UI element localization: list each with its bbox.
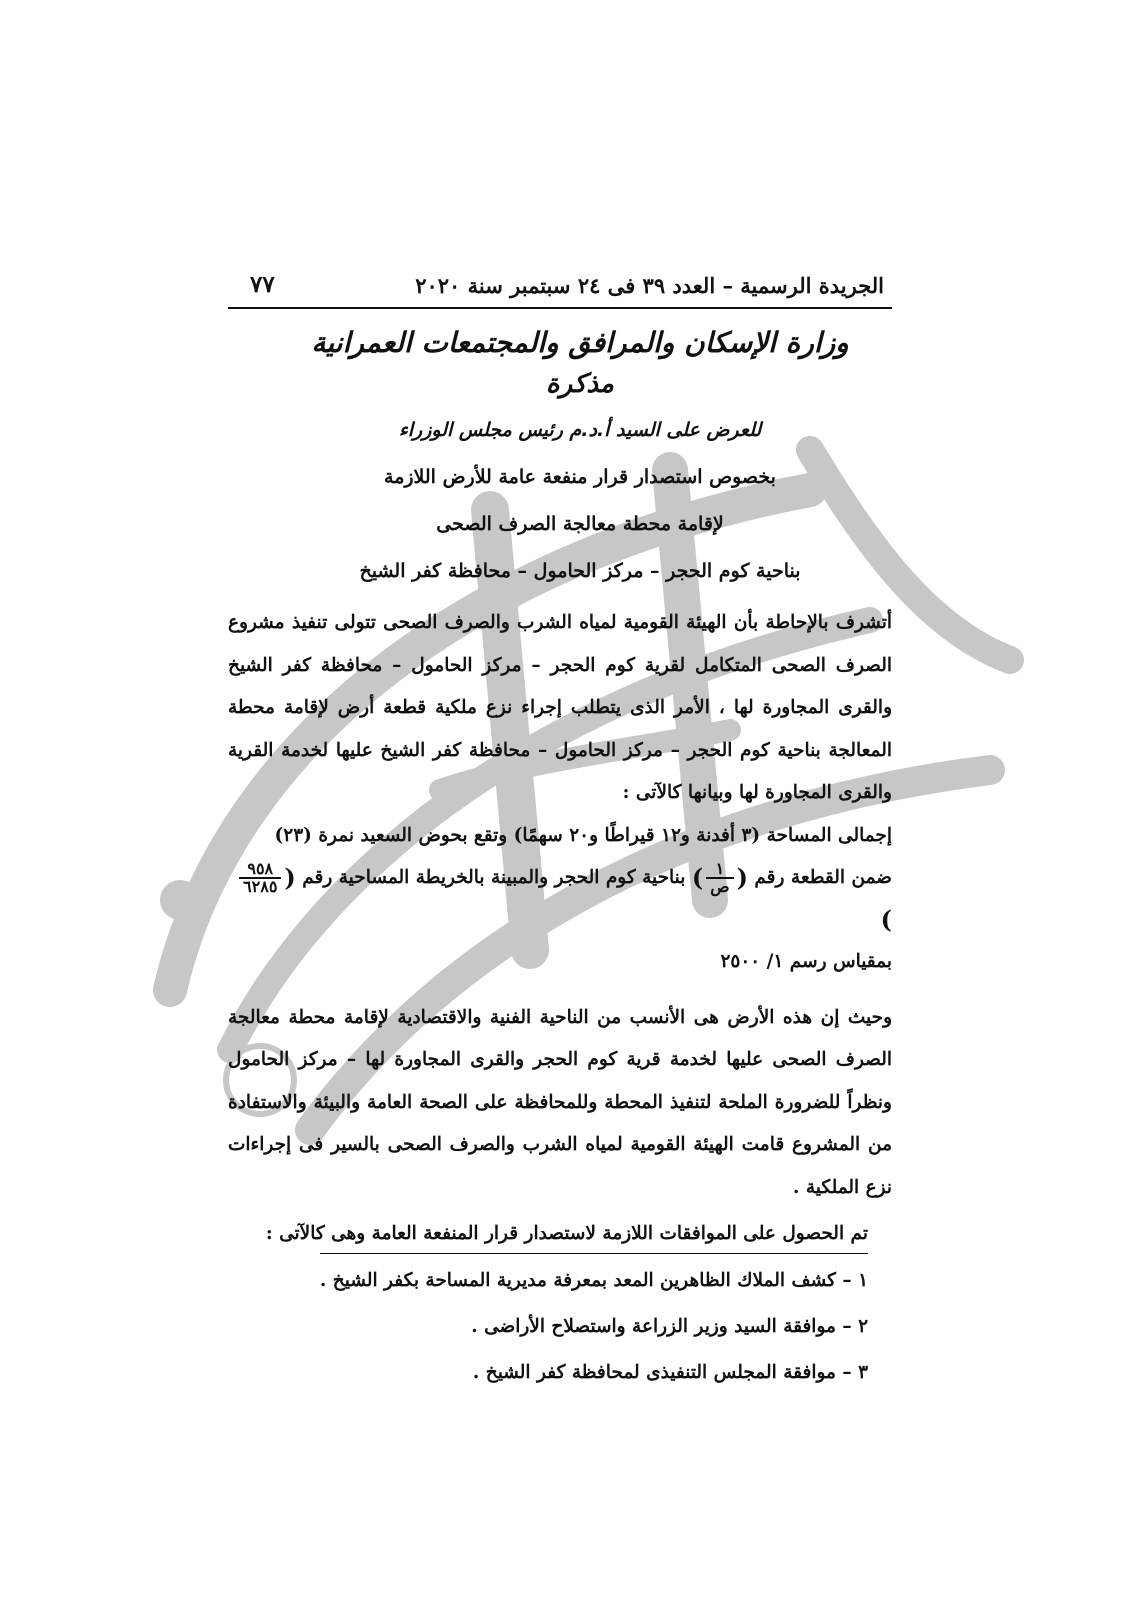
approval-item-3: ٣ – موافقة المجلس التنفيذى لمحافظة كفر الشيخ . <box>472 1362 868 1383</box>
scale-line: بمقياس رسم ١/ ٢٥٠٠ <box>720 950 892 972</box>
plot-middle-text: بناحية كوم الحجر والمبينة بالخريطة المساحية رقم <box>302 866 686 888</box>
ministry-title: وزارة الإسكان والمرافق والمجتمعات العمرانية <box>311 326 849 359</box>
approvals-list <box>228 1258 892 1396</box>
area-description <box>228 815 892 983</box>
intro-paragraph: أتشرف بالإحاطة بأن الهيئة القومية لمياه الشرب والصرف الصحى تتولى تنفيذ مشروع الصرف الصحى المتكامل لقرية كوم الحجر – مركز الحامول – محافظة كفر الشيخ والقرى المجاورة لها ، الأمر الذى يتطلب إجراء نزع ملكية قطعة أرض لإقامة محطة المعالجة بناحية كوم الحجر – مركز الحامول – محافظة كفر الشيخ عليها لخدمة القرية والقرى المجاورة لها وبيانها كالآتى : <box>228 612 892 803</box>
watermark-dot <box>160 880 200 920</box>
approvals-intro: تم الحصول على الموافقات اللازمة لاستصدار قرار المنفعة العامة وهى كالآتى : <box>265 1223 868 1244</box>
page-header <box>228 268 892 298</box>
plot-prefix: ضمن القطعة رقم <box>754 866 892 888</box>
memo-title: مذكرة <box>546 369 614 399</box>
map-numerator: ٩٥٨ <box>239 861 281 879</box>
plot-fraction <box>706 858 733 896</box>
map-fraction <box>239 858 281 896</box>
area-line-1: إجمالى المساحة (٣ أفدنة و١٢ قيراطًا و٢٠ سهمًا) وتقع بحوض السعيد نمرة (٢٣) <box>274 824 892 846</box>
approval-item-1: ١ – كشف الملاك الظاهرين المعد بمعرفة مديرية المساحة بكفر الشيخ . <box>319 1270 868 1291</box>
page-number: ٧٧ <box>250 271 275 298</box>
plot-numerator: ١ <box>706 861 733 879</box>
subject-line-3: بناحية كوم الحجر – مركز الحامول – محافظة كفر الشيخ <box>359 560 801 582</box>
addressee-line: للعرض على السيد أ.د.م رئيس مجلس الوزراء <box>398 419 762 441</box>
area-line-2: ضمن القطعة رقم ( $\frac{١}{\text{ص}}$ ) بناحية كوم الحجر والمبينة بالخريطة المساحية رقم ( $\frac{٩٥٨}{٦٢٨٥}$ ) <box>228 857 892 941</box>
subject-line-2: لإقامة محطة معالجة الصرف الصحى <box>436 513 724 535</box>
header-rule <box>228 307 892 309</box>
approval-item-2: ٢ – موافقة السيد وزير الزراعة واستصلاح الأراضى . <box>471 1316 868 1337</box>
publication-title: الجريدة الرسمية – العدد ٣٩ فى ٢٤ سبتمبر سنة ٢٠٢٠ <box>415 273 884 298</box>
plot-denominator: ص <box>710 876 730 896</box>
reason-paragraph: وحيث إن هذه الأرض هى الأنسب من الناحية الفنية والاقتصادية لإقامة محطة معالجة الصرف الصحى عليها لخدمة قرية كوم الحجر والقرى المجاورة لها – مركز الحامول ونظراً للضرورة الملحة لتنفيذ المحطة وللمحافظة على الصحة العامة والبيئة والاستفادة من المشروع قامت الهيئة القومية لمياه الشرب والصرف الصحى بالسير فى إجراءات نزع الملكية . <box>228 1006 892 1198</box>
map-denominator: ٦٢٨٥ <box>243 876 278 896</box>
document-page <box>228 268 892 1396</box>
approvals-underline <box>320 1253 868 1254</box>
subject-line-1: بخصوص استصدار قرار منفعة عامة للأرض اللازمة <box>384 466 776 488</box>
